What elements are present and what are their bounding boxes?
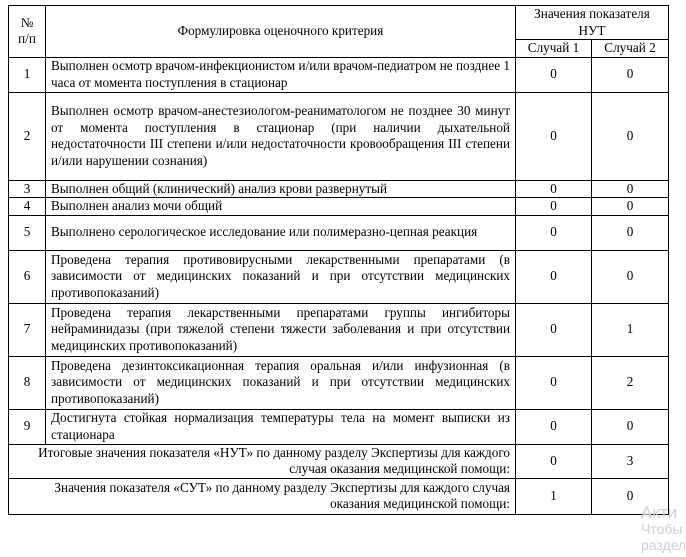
case2-value: 0 <box>592 92 669 180</box>
criterion-text: Выполнено серологическое исследование или полимеразно-цепная реакция <box>46 215 516 250</box>
row-number: 2 <box>9 92 46 180</box>
table-row <box>9 356 669 409</box>
header-row <box>9 6 669 40</box>
summary-sut-row <box>9 478 669 514</box>
summary-nut-row <box>9 444 669 478</box>
header-case2: Случай 2 <box>592 40 669 58</box>
table-row <box>9 250 669 303</box>
case2-value: 0 <box>592 198 669 216</box>
activation-watermark <box>641 503 686 553</box>
criterion-text: Достигнута стойкая нормализация температуры тела на момент выписки из стационара <box>46 409 516 444</box>
summary-case2-value: 0 <box>592 478 669 514</box>
criterion-text: Проведена терапия противовирусными лекарственными препаратами (в зависимости от медицинских показаний и при отсутствии медицинских противопоказаний) <box>46 250 516 303</box>
case2-value: 0 <box>592 57 669 92</box>
row-number: 5 <box>9 215 46 250</box>
case1-value: 0 <box>516 356 592 409</box>
table-row <box>9 409 669 444</box>
header-case1: Случай 1 <box>516 40 592 58</box>
case1-value: 0 <box>516 198 592 216</box>
summary-case1-value: 1 <box>516 478 592 514</box>
case1-value: 0 <box>516 303 592 356</box>
case1-value: 0 <box>516 250 592 303</box>
criteria-table <box>8 5 669 515</box>
watermark-line1: Акти <box>641 503 678 522</box>
table-row <box>9 180 669 198</box>
summary-label: Значения показателя «СУТ» по данному разделу Экспертизы для каждого случая оказания медицинской помощи: <box>9 478 516 514</box>
case2-value: 0 <box>592 215 669 250</box>
criterion-text: Выполнен общий (клинический) анализ крови развернутый <box>46 180 516 198</box>
row-number: 7 <box>9 303 46 356</box>
row-number: 9 <box>9 409 46 444</box>
criterion-text: Проведена дезинтоксикационная терапия оральная и/или инфузионная (в зависимости от медицинских показаний и при отсутствии медицинских противопоказаний) <box>46 356 516 409</box>
watermark-line2: Чтобы <box>641 521 683 537</box>
case1-value: 0 <box>516 409 592 444</box>
case2-value: 0 <box>592 250 669 303</box>
table-row <box>9 198 669 216</box>
summary-case1-value: 0 <box>516 444 592 478</box>
header-values: Значения показателя НУТ <box>516 6 669 40</box>
case2-value: 0 <box>592 409 669 444</box>
case1-value: 0 <box>516 92 592 180</box>
table-row <box>9 215 669 250</box>
case1-value: 0 <box>516 57 592 92</box>
header-num: № п/п <box>9 6 46 58</box>
case2-value: 0 <box>592 180 669 198</box>
row-number: 1 <box>9 57 46 92</box>
criterion-text: Выполнен анализ мочи общий <box>46 198 516 216</box>
watermark-line3: раздел <box>641 537 686 553</box>
header-criterion: Формулировка оценочного критерия <box>46 6 516 58</box>
row-number: 4 <box>9 198 46 216</box>
criterion-text: Проведена терапия лекарственными препаратами группы ингибиторы нейраминидазы (при тяжелой степени тяжести заболевания и при отсутствии медицинских противопоказаний) <box>46 303 516 356</box>
row-number: 8 <box>9 356 46 409</box>
row-number: 6 <box>9 250 46 303</box>
table-row <box>9 57 669 92</box>
criterion-text: Выполнен осмотр врачом-анестезиологом-реаниматологом не позднее 30 минут от момента поступления в стационар (при наличии дыхательной недостаточности III степени и/или недостаточности кровообращения III степени и/или нарушении сознания) <box>46 92 516 180</box>
table-row <box>9 92 669 180</box>
case2-value: 1 <box>592 303 669 356</box>
case1-value: 0 <box>516 215 592 250</box>
summary-case2-value: 3 <box>592 444 669 478</box>
criterion-text: Выполнен осмотр врачом-инфекционистом и/или врачом-педиатром не позднее 1 часа от момента поступления в стационар <box>46 57 516 92</box>
case1-value: 0 <box>516 180 592 198</box>
case2-value: 2 <box>592 356 669 409</box>
table-row <box>9 303 669 356</box>
summary-label: Итоговые значения показателя «НУТ» по данному разделу Экспертизы для каждого случая оказания медицинской помощи: <box>9 444 516 478</box>
row-number: 3 <box>9 180 46 198</box>
